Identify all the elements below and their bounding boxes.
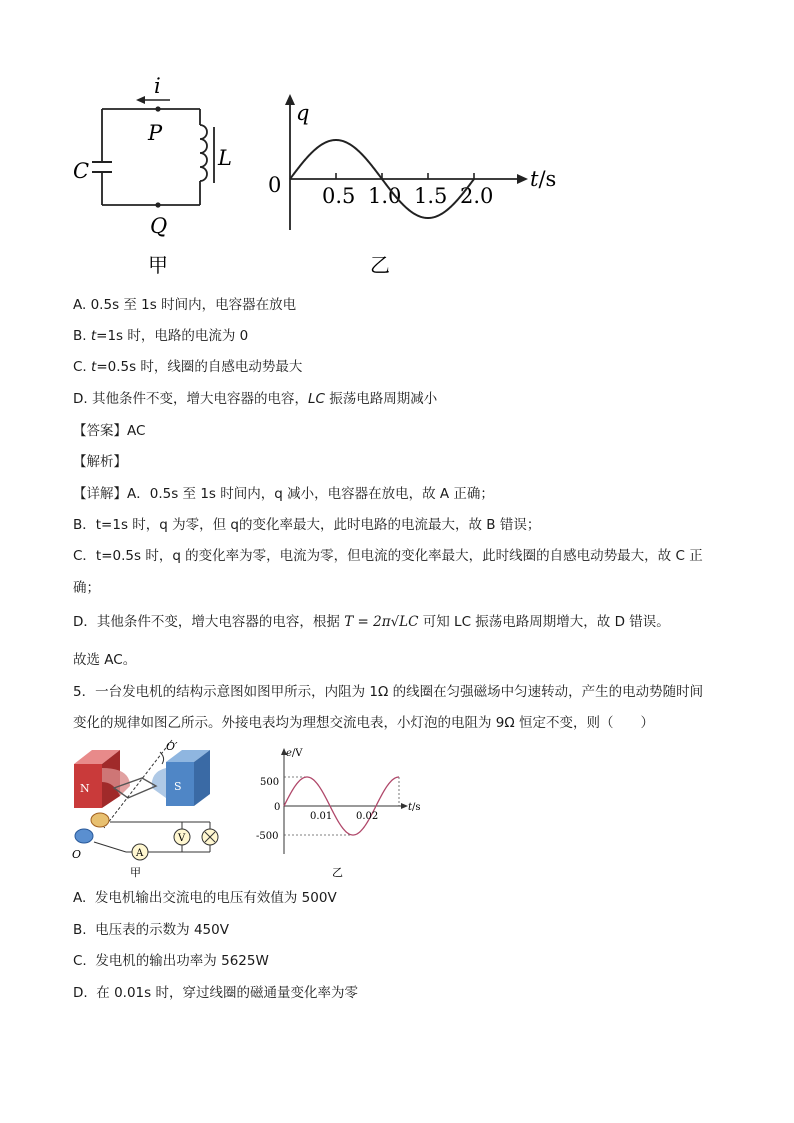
x-tick-001: 0.01 — [310, 811, 333, 822]
figure-caption-jia: 甲 — [148, 253, 168, 277]
e-t-graph — [252, 742, 432, 880]
answer-line — [73, 422, 145, 440]
detail-line-d: D．其他条件不变，增大电容器的电容，根据 T = 2π√LC 可知 LC 振荡电路周期增大，故 D 错误。 — [73, 614, 670, 630]
lc-circuit-figure — [70, 65, 250, 280]
detail-line-c1: C．t=0.5s 时，q 的变化率为零，电流为零，但电流的变化率最大，此时线圈的自感电动势最大，故 C 正 — [73, 548, 703, 564]
t-axis-label-small: t/s — [408, 802, 421, 813]
voltmeter-label: V — [178, 833, 186, 844]
et-caption-yi: 乙 — [332, 866, 343, 879]
y-tick-500: 500 — [260, 777, 280, 788]
q5-option-c: C. 发电机的输出功率为 5625W — [73, 953, 269, 969]
q5-option-a: A. 发电机输出交流电的电压有效值为 500V — [73, 890, 337, 906]
q-graph-tick-label: 1.0 — [368, 184, 402, 208]
analysis-label: 【解析】 — [73, 454, 127, 470]
origin-label: 0 — [268, 173, 282, 197]
q5-stem-line1: 5．一台发电机的结构示意图如图甲所示，内阻为 1Ω 的线圈在匀强磁场中匀速转动，产生的电动势随时间 — [73, 684, 704, 700]
q-graph-tick-label: 1.5 — [414, 184, 448, 208]
q4-option-b: B. t=1s 时，电路的电流为 0 — [73, 328, 249, 344]
generator-figure — [70, 738, 240, 880]
y-tick-neg500: -500 — [256, 831, 279, 842]
q-graph-tick-label: 0.5 — [322, 184, 356, 208]
inductor-label: L — [218, 146, 232, 170]
q-t-graph — [262, 88, 562, 280]
axis-bottom-label: O — [72, 848, 82, 861]
q4-option-d: D. 其他条件不变，增大电容器的电容，LC 振荡电路周期减小 — [73, 391, 438, 407]
answer-value: AC — [127, 423, 146, 439]
axis-top-label: O′ — [166, 740, 178, 753]
generator-caption-jia: 甲 — [130, 866, 141, 879]
conclusion-line: 故选 AC。 — [73, 652, 137, 668]
current-label: i — [154, 74, 161, 98]
q-axis-label: q — [296, 101, 310, 125]
detail-line-a: 【详解】A．0.5s 至 1s 时间内，q 减小，电容器在放电，故 A 正确； — [73, 486, 494, 502]
x-tick-002: 0.02 — [356, 811, 379, 822]
q4-option-a: A. 0.5s 至 1s 时间内，电容器在放电 — [73, 297, 297, 313]
capacitor-label: C — [73, 159, 90, 183]
detail-line-b: B．t=1s 时，q 为零，但 q的变化率最大，此时电路的电流最大，故 B 错误； — [73, 517, 541, 533]
q4-option-c: C. t=0.5s 时，线圈的自感电动势最大 — [73, 359, 303, 375]
t-axis-label: t/s — [530, 167, 557, 191]
figure-caption-yi: 乙 — [370, 253, 390, 277]
y-tick-0: 0 — [274, 802, 281, 813]
q5-option-d: D. 在 0.01s 时，穿过线圈的磁通量变化率为零 — [73, 985, 358, 1001]
n-pole-label: N — [80, 782, 90, 795]
node-p-label: P — [148, 121, 163, 145]
detail-line-c2: 确； — [73, 580, 100, 596]
q-graph-tick-label: 2.0 — [460, 184, 494, 208]
node-q-label: Q — [150, 214, 168, 238]
s-pole-label: S — [174, 780, 182, 793]
q5-option-b: B. 电压表的示数为 450V — [73, 922, 229, 938]
period-formula: T = 2π√LC — [344, 614, 419, 630]
answer-label: 【答案】 — [73, 423, 127, 439]
e-axis-label: e/V — [286, 748, 303, 759]
q5-stem-line2: 变化的规律如图乙所示。外接电表均为理想交流电表，小灯泡的电阻为 9Ω 恒定不变，则（ ） — [73, 715, 654, 731]
ammeter-label: A — [136, 848, 144, 859]
